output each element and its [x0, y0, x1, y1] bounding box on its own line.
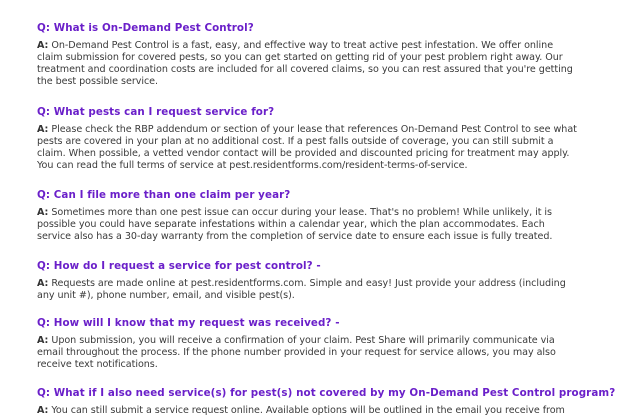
faq-answer-line: any unit #), phone number, email, and visible pest(s).	[37, 290, 295, 301]
answer-prefix: A:	[37, 335, 49, 346]
answer-prefix: A:	[37, 278, 49, 289]
answer-text: Please check the RBP addendum or section of your lease that references On-Demand Pest Control to see what	[48, 124, 577, 135]
faq-answer-line: receive text notifications.	[37, 359, 158, 370]
faq-answer-line: service also has a 30-day warranty from the completion of service date to ensure each issue is fully treated.	[37, 231, 553, 242]
answer-text: Upon submission, you will receive a confirmation of your claim. Pest Share will primarily communicate via	[48, 335, 555, 346]
faq-item-how-to-request	[37, 259, 605, 302]
faq-item-what-pests	[37, 105, 605, 172]
faq-item-multiple-claims	[37, 188, 605, 243]
answer-prefix: A:	[37, 124, 49, 135]
faq-answer	[37, 124, 605, 172]
faq-answer	[37, 207, 605, 243]
faq-answer	[37, 405, 605, 415]
answer-prefix: A:	[37, 405, 49, 415]
faq-answer-line: pests are covered in your plan at no additional cost. If a pest falls outside of coverage, you can still submit a	[37, 136, 554, 147]
faq-answer-line	[37, 335, 605, 347]
faq-item-request-received	[37, 316, 605, 371]
faq-answer-line	[37, 124, 605, 136]
faq-answer	[37, 40, 605, 88]
answer-text: You can still submit a service request online. Available options will be outlined in the email you receive from	[48, 405, 565, 415]
faq-answer-line: email throughout the process. If the phone number provided in your request for service allows, you may also	[37, 347, 556, 358]
faq-question: Q: How will I know that my request was received? -	[37, 317, 340, 329]
faq-answer-line: claim submission for covered pests, so you can get started on getting rid of your pest problem right away. Our	[37, 52, 563, 63]
faq-answer-line: claim. When possible, a vetted vendor contact will be provided and discounted pricing for treatment may apply.	[37, 148, 570, 159]
faq-question: Q: What pests can I request service for?	[37, 106, 275, 118]
faq-question: Q: How do I request a service for pest control? -	[37, 260, 321, 272]
faq-answer	[37, 278, 605, 302]
faq-answer-line: You can read the full terms of service at pest.residentforms.com/resident-terms-of-service.	[37, 160, 468, 171]
faq-item-what-is-on-demand	[37, 21, 605, 88]
faq-answer-line	[37, 405, 605, 415]
faq-answer-line	[37, 207, 605, 219]
faq-question: Q: Can I file more than one claim per year?	[37, 189, 291, 201]
faq-answer-line: possible you could have separate infestations within a calendar year, which the plan accommodates. Each	[37, 219, 545, 230]
answer-text: Requests are made online at pest.residentforms.com. Simple and easy! Just provide your address (including	[48, 278, 566, 289]
answer-prefix: A:	[37, 40, 49, 51]
answer-prefix: A:	[37, 207, 49, 218]
faq-answer	[37, 335, 605, 371]
faq-question: Q: What is On-Demand Pest Control?	[37, 22, 254, 34]
faq-answer-line: treatment and coordination costs are included for all covered claims, so you can rest assured that you're getting	[37, 64, 573, 75]
faq-question: Q: What if I also need service(s) for pest(s) not covered by my On-Demand Pest Control program?	[37, 387, 616, 399]
faq-item-uncovered-pests	[37, 386, 616, 415]
answer-text: On-Demand Pest Control is a fast, easy, and effective way to treat active pest infestation. We offer online	[48, 40, 554, 51]
faq-answer-line	[37, 40, 605, 52]
faq-answer-line	[37, 278, 605, 290]
answer-text: Sometimes more than one pest issue can occur during your lease. That's no problem! While unlikely, it is	[48, 207, 552, 218]
faq-answer-line: the best possible service.	[37, 76, 159, 87]
